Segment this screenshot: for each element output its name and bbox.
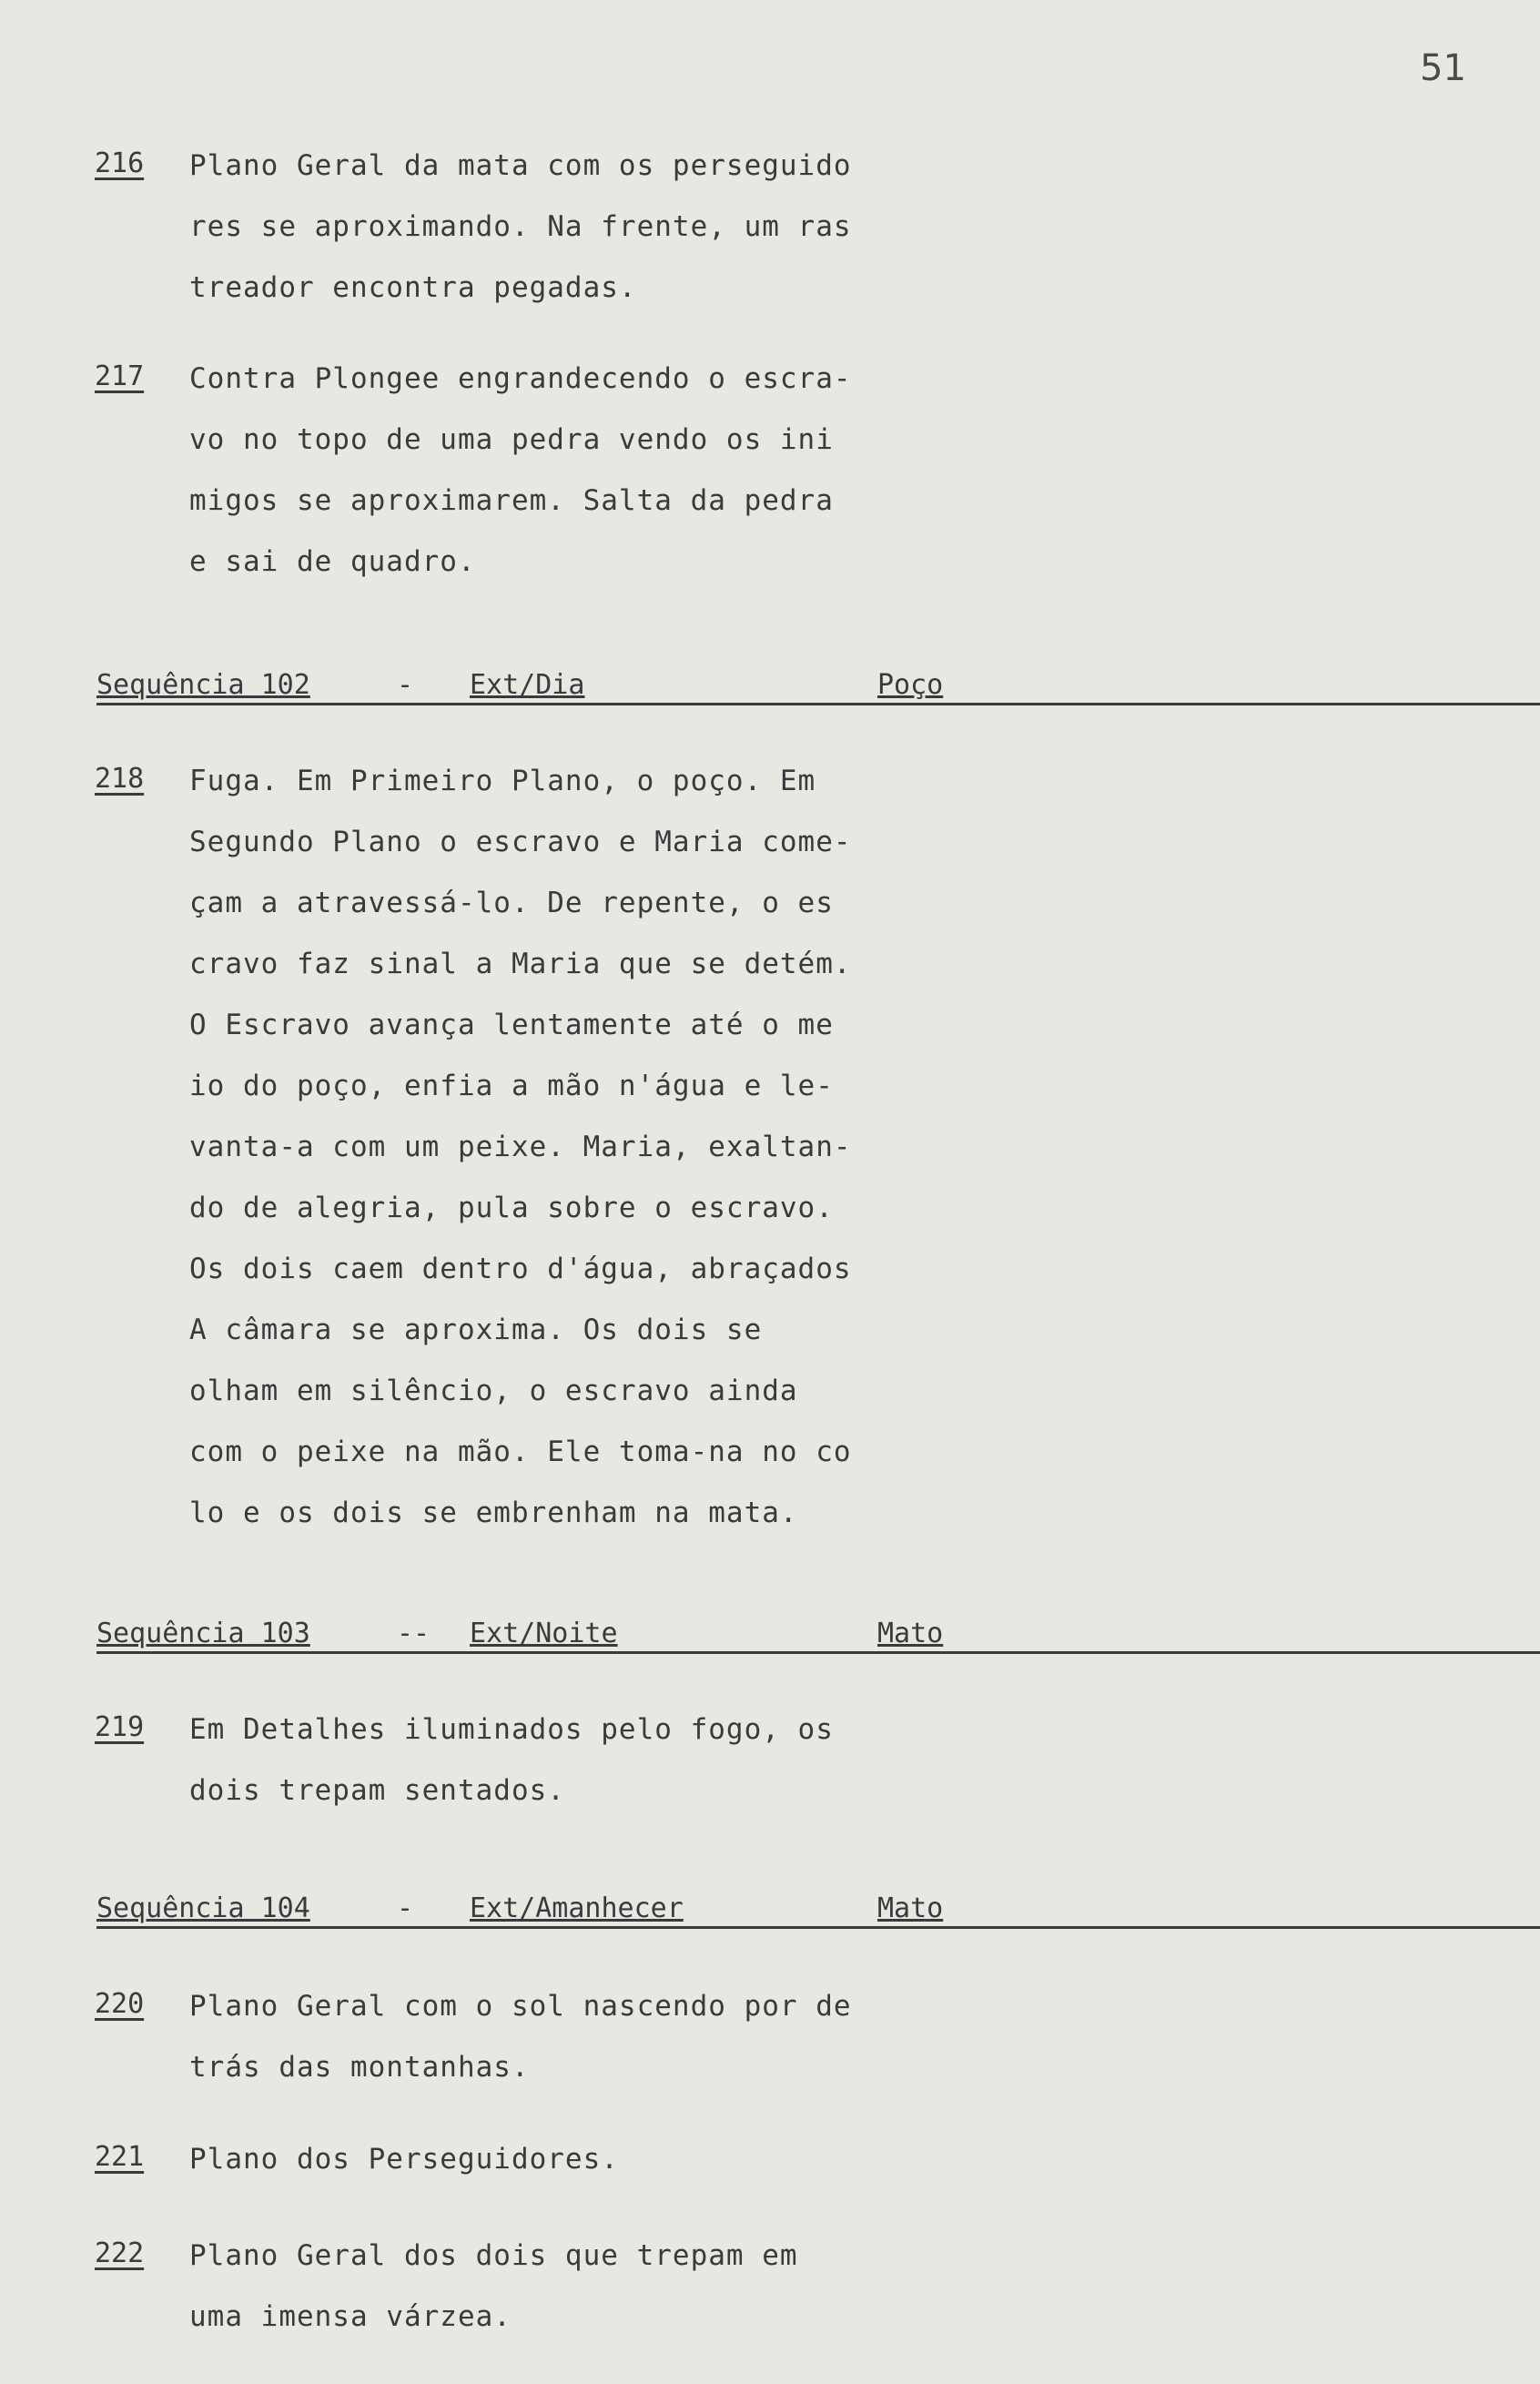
shot-number: 220 xyxy=(95,1988,145,2020)
sequence-separator: - xyxy=(397,669,414,701)
shot-line: Os dois caem dentro d'água, abraçados xyxy=(189,1253,852,1285)
shot-line: res se aproximando. Na frente, um ras xyxy=(189,210,852,243)
shot-line: Plano Geral da mata com os perseguido xyxy=(189,149,852,182)
shot-number: 216 xyxy=(95,147,145,179)
shot-number: 218 xyxy=(95,763,145,795)
shot-line: trás das montanhas. xyxy=(189,2051,530,2084)
shot-line: Plano Geral dos dois que trepam em xyxy=(189,2239,798,2272)
shot-description xyxy=(189,147,972,330)
sequence-title: Sequência 103 xyxy=(96,1618,310,1649)
shot-description xyxy=(189,1988,972,2110)
shot-line: dois trepam sentados. xyxy=(189,1774,565,1807)
shot-line: çam a atravessá-lo. De repente, o es xyxy=(189,887,834,919)
sequence-header-104 xyxy=(96,1886,1540,1929)
shot-number: 222 xyxy=(95,2237,145,2269)
shot-number: 221 xyxy=(95,2141,145,2173)
shot-line: migos se aproximarem. Salta da pedra xyxy=(189,484,834,517)
sequence-location: Poço xyxy=(877,669,944,701)
sequence-setting: Ext/Noite xyxy=(470,1618,618,1649)
shot-line: Contra Plongee engrandecendo o escra- xyxy=(189,362,852,395)
sequence-header-103 xyxy=(96,1611,1540,1654)
shot-line: lo e os dois se embrenham na mata. xyxy=(189,1496,798,1529)
shot-line: vo no topo de uma pedra vendo os ini xyxy=(189,423,834,456)
shot-line: vanta-a com um peixe. Maria, exaltan- xyxy=(189,1131,852,1163)
shot-line: Em Detalhes iluminados pelo fogo, os xyxy=(189,1713,834,1746)
shot-line: Fuga. Em Primeiro Plano, o poço. Em xyxy=(189,765,816,797)
shot-line: A câmara se aproxima. Os dois se xyxy=(189,1314,763,1346)
shot-line: O Escravo avança lentamente até o me xyxy=(189,1009,834,1041)
shot-number: 219 xyxy=(95,1711,145,1743)
sequence-title: Sequência 104 xyxy=(96,1892,310,1924)
shot-line: e sai de quadro. xyxy=(189,545,476,578)
shot-line: Segundo Plano o escravo e Maria come- xyxy=(189,826,852,858)
sequence-setting: Ext/Dia xyxy=(470,669,585,701)
sequence-location: Mato xyxy=(877,1892,944,1924)
sequence-location: Mato xyxy=(877,1618,944,1649)
shot-description xyxy=(189,1711,972,1833)
shot-line: Plano dos Perseguidores. xyxy=(189,2143,619,2176)
shot-line: cravo faz sinal a Maria que se detém. xyxy=(189,948,852,980)
page-number: 51 xyxy=(1420,47,1466,89)
shot-line: do de alegria, pula sobre o escravo. xyxy=(189,1192,834,1224)
shot-line: uma imensa várzea. xyxy=(189,2300,512,2333)
shot-line: Plano Geral com o sol nascendo por de xyxy=(189,1990,852,2023)
sequence-setting: Ext/Amanhecer xyxy=(470,1892,684,1924)
sequence-header-102 xyxy=(96,663,1540,705)
shot-description xyxy=(189,360,972,604)
shot-line: treador encontra pegadas. xyxy=(189,271,637,304)
shot-description xyxy=(189,2141,972,2202)
shot-description xyxy=(189,763,972,1556)
shot-line: olham em silêncio, o escravo ainda xyxy=(189,1375,798,1407)
shot-description xyxy=(189,2237,972,2359)
sequence-separator: - xyxy=(397,1892,414,1924)
sequence-separator: -- xyxy=(397,1618,431,1649)
sequence-title: Sequência 102 xyxy=(96,669,310,701)
shot-number: 217 xyxy=(95,360,145,392)
shot-line: com o peixe na mão. Ele toma-na no co xyxy=(189,1435,852,1468)
shot-line: io do poço, enfia a mão n'água e le- xyxy=(189,1070,834,1102)
